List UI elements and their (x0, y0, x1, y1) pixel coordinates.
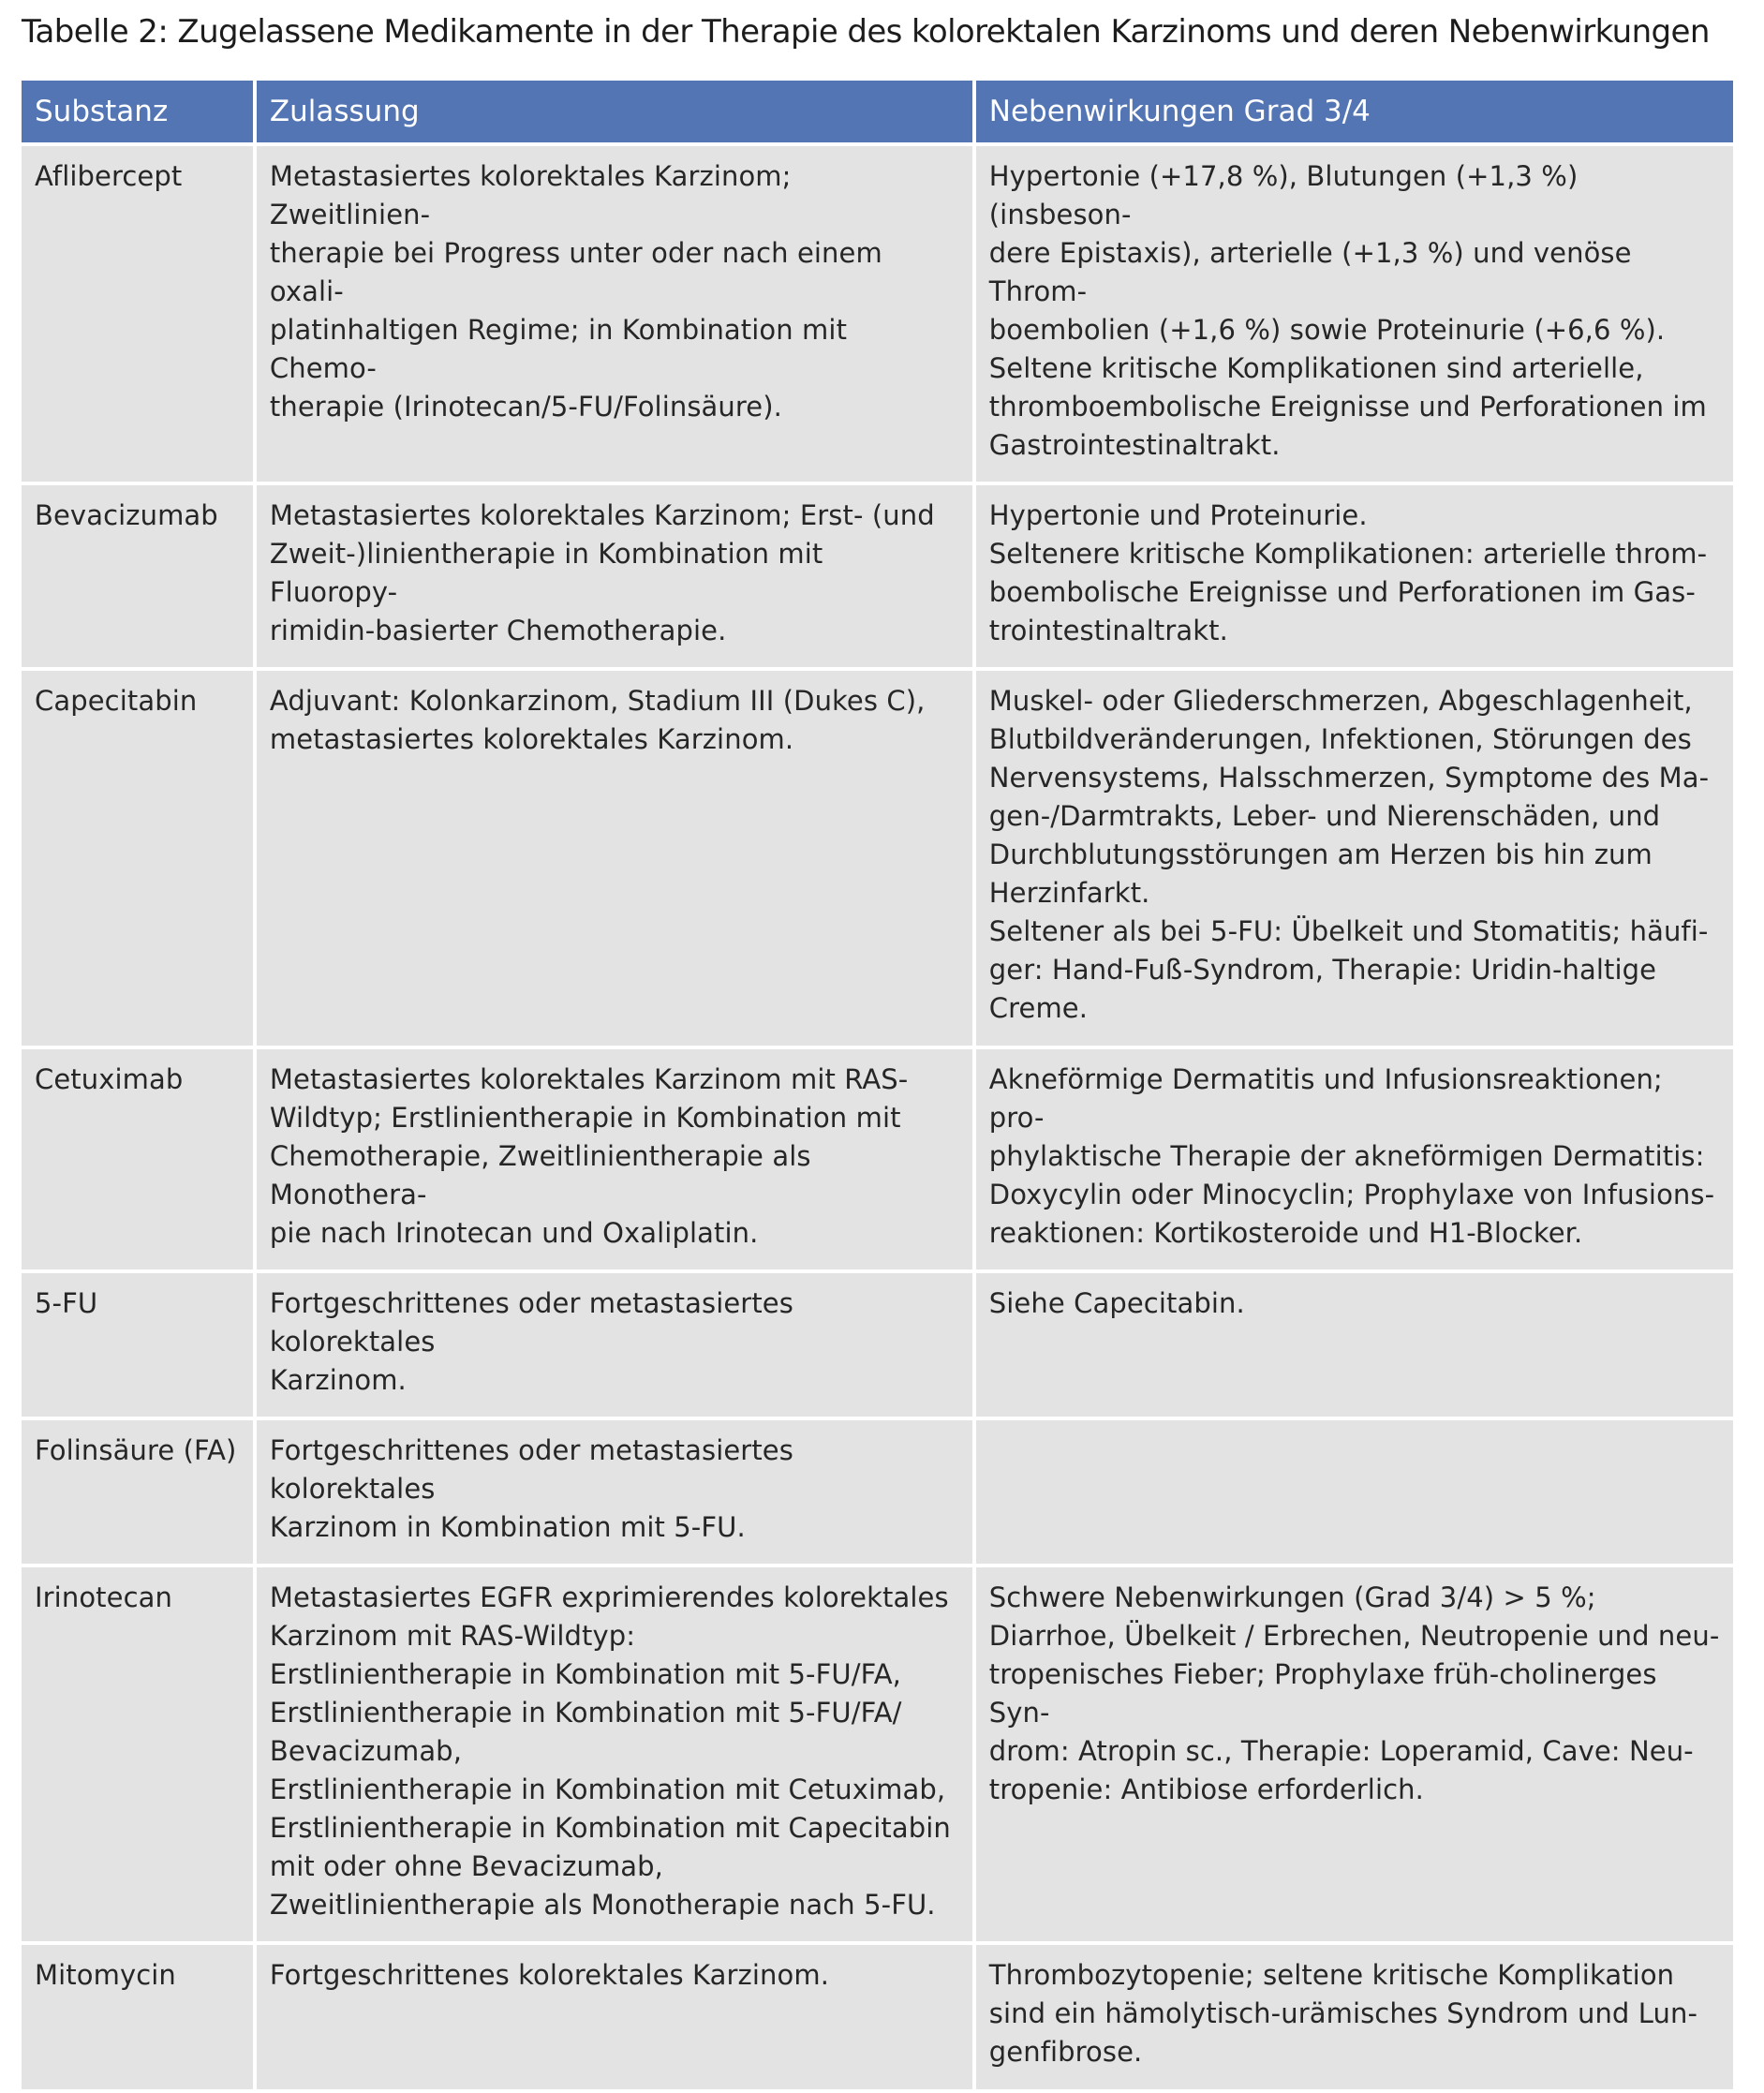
table-row (22, 1049, 1733, 1269)
cell-nebenwirkungen (976, 1420, 1733, 1564)
table-row (22, 671, 1733, 1046)
cell-nebenwirkungen: Thrombozytopenie; seltene kritische Komplikation sind ein hämolytisch-urämisches Syndrom und Lun- genfibrose. (976, 1945, 1733, 2089)
cell-zulassung: Adjuvant: Kolonkarzinom, Stadium III (Dukes C), metastasiertes kolorektales Karzinom. (257, 671, 972, 1046)
cell-nebenwirkungen: Hypertonie (+17,8 %), Blutungen (+1,3 %) (insbeson- dere Epistaxis), arterielle (+1,3 %) und venöse Throm- boembolien (+1,6 %) sowie Proteinurie (+6,6 %). Seltene kritische Komplikationen sind arterielle, thromboembolische Ereignisse und Perforationen im Gastrointestinaltrakt. (976, 146, 1733, 482)
cell-zulassung: Metastasiertes kolorektales Karzinom; Erst- (und Zweit-)linientherapie in Kombination mit Fluoropy- rimidin-basierter Chemotherapie. (257, 485, 972, 667)
cell-nebenwirkungen: Hypertonie und Proteinurie. Seltenere kritische Komplikationen: arterielle throm- boembolische Ereignisse und Perforationen im Gas- trointestinaltrakt. (976, 485, 1733, 667)
cell-zulassung: Metastasiertes kolorektales Karzinom mit RAS- Wildtyp; Erstlinientherapie in Kombination mit Chemotherapie, Zweitlinientherapie als Monothera- pie nach Irinotecan und Oxaliplatin. (257, 1049, 972, 1269)
cell-substanz: Folinsäure (FA) (22, 1420, 253, 1564)
table-row (22, 1567, 1733, 1941)
cell-substanz: 5-FU (22, 1273, 253, 1417)
cell-nebenwirkungen: Schwere Nebenwirkungen (Grad 3/4) > 5 %; Diarrhoe, Übelkeit / Erbrechen, Neutropenie und neu- tropenisches Fieber; Prophylaxe früh-cholinerges Syn- drom: Atropin sc., Therapie: Loperamid, Cave: Neu- tropenie: Antibiose erforderlich. (976, 1567, 1733, 1941)
cell-substanz: Mitomycin (22, 1945, 253, 2089)
drug-table (18, 77, 1737, 2093)
cell-zulassung: Fortgeschrittenes kolorektales Karzinom. (257, 1945, 972, 2089)
cell-substanz: Cetuximab (22, 1049, 253, 1269)
table-row (22, 1420, 1733, 1564)
table-row (22, 1273, 1733, 1417)
cell-substanz: Bevacizumab (22, 485, 253, 667)
cell-substanz: Irinotecan (22, 1567, 253, 1941)
cell-zulassung: Metastasiertes kolorektales Karzinom; Zweitlinien- therapie bei Progress unter oder nach einem oxali- platinhaltigen Regime; in Kombination mit Chemo- therapie (Irinotecan/5-FU/Folinsäure). (257, 146, 972, 482)
cell-nebenwirkungen: Siehe Capecitabin. (976, 1273, 1733, 1417)
cell-zulassung: Fortgeschrittenes oder metastasiertes kolorektales Karzinom. (257, 1273, 972, 1417)
cell-nebenwirkungen: Muskel- oder Gliederschmerzen, Abgeschlagenheit, Blutbildveränderungen, Infektionen, Störungen des Nervensystems, Halsschmerzen, Symptome des Ma- gen-/Darmtrakts, Leber- und Nierenschäden, und Durchblutungsstörungen am Herzen bis hin zum Herzinfarkt. Seltener als bei 5-FU: Übelkeit und Stomatitis; häufi- ger: Hand-Fuß-Syndrom, Therapie: Uridin-haltige Creme. (976, 671, 1733, 1046)
table-row (22, 146, 1733, 482)
table-row (22, 1945, 1733, 2089)
cell-nebenwirkungen: Akneförmige Dermatitis und Infusionsreaktionen; pro- phylaktische Therapie der akneförmigen Dermatitis: Doxycylin oder Minocyclin; Prophylaxe von Infusions- reaktionen: Kortikosteroide und H1-Blocker. (976, 1049, 1733, 1269)
header-zulassung: Zulassung (257, 81, 972, 142)
table-caption: Tabelle 2: Zugelassene Medikamente in der Therapie des kolorektalen Karzinoms und deren Nebenwirkungen (22, 13, 1710, 51)
table-body (22, 146, 1733, 2089)
header-nebenwirkungen: Nebenwirkungen Grad 3/4 (976, 81, 1733, 142)
cell-substanz: Aflibercept (22, 146, 253, 482)
cell-zulassung: Metastasiertes EGFR exprimierendes kolorektales Karzinom mit RAS-Wildtyp: Erstlinientherapie in Kombination mit 5-FU/FA, Erstlinientherapie in Kombination mit 5-FU/FA/ Bevacizumab, Erstlinientherapie in Kombination mit Cetuximab, Erstlinientherapie in Kombination mit Capecitabin mit oder ohne Bevacizumab, Zweitlinientherapie als Monotherapie nach 5-FU. (257, 1567, 972, 1941)
table-header (22, 81, 1733, 142)
cell-zulassung: Fortgeschrittenes oder metastasiertes kolorektales Karzinom in Kombination mit 5-FU. (257, 1420, 972, 1564)
header-substanz: Substanz (22, 81, 253, 142)
header-row (22, 81, 1733, 142)
cell-substanz: Capecitabin (22, 671, 253, 1046)
table-row (22, 485, 1733, 667)
